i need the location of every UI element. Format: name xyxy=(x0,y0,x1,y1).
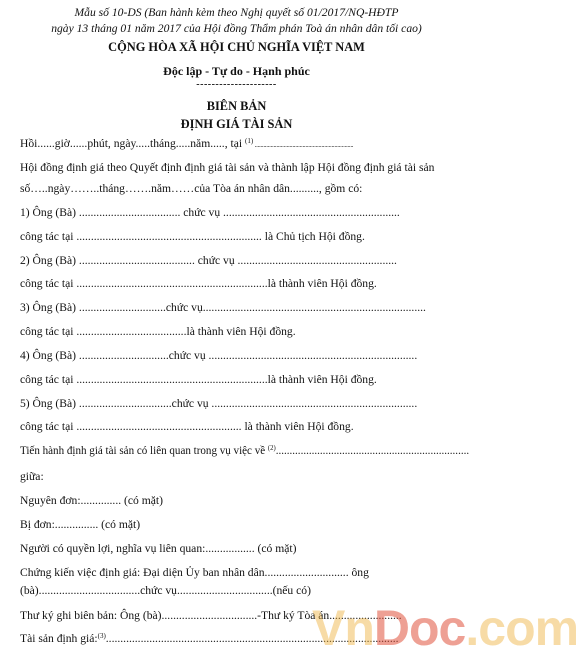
member-4-name: 4) Ông (Bà) ...............................chức vụ ........................................................................ xyxy=(20,349,418,362)
note-ref-1: (1) xyxy=(245,137,254,145)
time-place-dots: .................................................................... xyxy=(253,141,354,149)
witness-line-2: (bà)...................................chức vụ.................................(nếu có) xyxy=(20,584,311,597)
motto: Độc lập - Tự do - Hạnh phúc xyxy=(163,64,310,78)
proceed-text: Tiến hành định giá tài sản có liên quan trong vụ việc về xyxy=(20,444,268,457)
intro-line-1: Hội đồng định giá theo Quyết định định giá tài sản và thành lập Hội đồng định giá tài sản xyxy=(20,161,435,174)
watermark-part-doc: Doc xyxy=(373,600,466,656)
time-place-text: Hồi......giờ......phút, ngày.....tháng.....năm....., tại xyxy=(20,137,245,150)
assets-text: Tài sản định giá: xyxy=(20,632,98,645)
member-2-work: công tác tại ..................................................................là thành viên Hội đồng. xyxy=(20,277,377,290)
member-3-work: công tác tại ......................................là thành viên Hội đồng. xyxy=(20,325,296,338)
header-rule: --------------------- xyxy=(196,79,277,90)
between-label: giữa: xyxy=(20,470,44,483)
member-1-work: công tác tại ................................................................ là Chủ tịch Hội đồng. xyxy=(20,230,365,243)
intro-line-2: số…..ngày……..tháng…….năm……của Tòa án nhân dân.........., gồm có: xyxy=(20,182,363,195)
time-place-line xyxy=(20,137,353,152)
proceed-line xyxy=(20,444,469,458)
related-party-line: Người có quyền lợi, nghĩa vụ liên quan:................. (có mặt) xyxy=(20,542,297,555)
note-ref-3: (3) xyxy=(97,632,106,640)
watermark-part-vn: Vn xyxy=(312,600,374,656)
assets-dots: ..................................................................................................... xyxy=(105,632,399,645)
member-3-name: 3) Ông (Bà) ..............................chức vụ............................................................................. xyxy=(20,301,426,314)
member-2-name: 2) Ông (Bà) ........................................ chức vụ ....................................................... xyxy=(20,254,397,267)
witness-line: Chứng kiến việc định giá: Đại diện Ủy ban nhân dân............................. ông xyxy=(20,566,369,579)
doc-title: BIÊN BẢN xyxy=(206,99,267,113)
vndoc-watermark xyxy=(312,600,578,656)
member-4-work: công tác tại ..................................................................là thành viên Hội đồng. xyxy=(20,373,377,386)
country-name: CỘNG HÒA XÃ HỘI CHỦ NGHĨA VIỆT NAM xyxy=(108,40,365,54)
member-1-name: 1) Ông (Bà) ................................... chức vụ ............................................................. xyxy=(20,206,400,219)
defendant-line: Bị đơn:............... (có mặt) xyxy=(20,518,141,531)
doc-subtitle: ĐỊNH GIÁ TÀI SẢN xyxy=(180,117,293,131)
plaintiff-line: Nguyên đơn:.............. (có mặt) xyxy=(20,494,163,507)
proceed-dots: ...................................................................... xyxy=(275,444,470,457)
watermark-part-com: .com xyxy=(465,600,578,656)
clerk-line: Thư ký ghi biên bản: Ông (bà).................................-Thư ký Tòa án......................... xyxy=(20,609,402,622)
form-note-date: ngày 13 tháng 01 năm 2017 của Hội đồng Thẩm phán Toà án nhân dân tối cao) xyxy=(51,22,422,35)
member-5-name: 5) Ông (Bà) ................................chức vụ ....................................................................... xyxy=(20,397,418,410)
form-note: Mẫu số 10-DS (Ban hành kèm theo Nghị quyết số 01/2017/NQ-HĐTP xyxy=(74,6,399,19)
note-ref-2: (2) xyxy=(267,444,276,452)
member-5-work: công tác tại ......................................................... là thành viên Hội đồng. xyxy=(20,420,354,433)
